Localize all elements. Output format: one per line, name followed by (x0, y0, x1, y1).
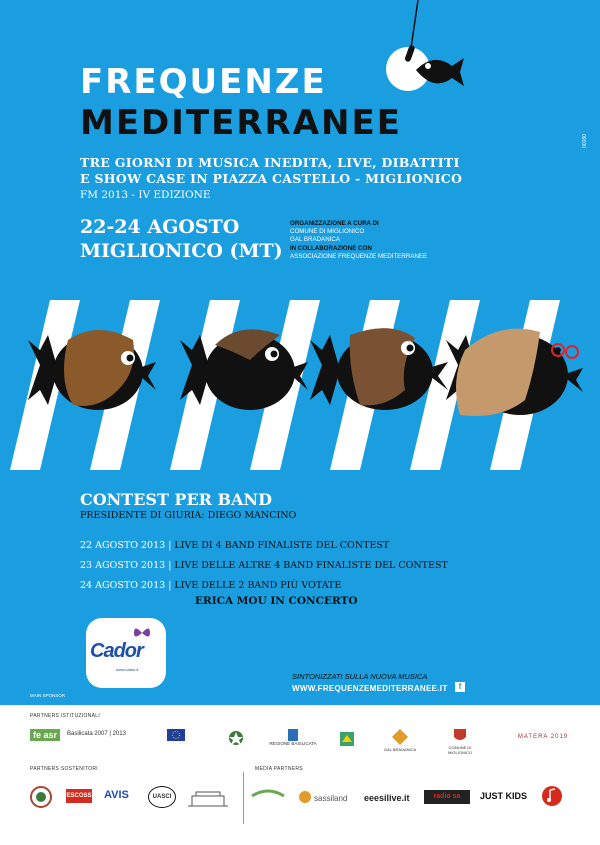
escoss-logo: ESCOSS (66, 789, 92, 803)
eeesilive-logo: eeesilive.it (364, 793, 410, 803)
eu-flag-icon (167, 729, 185, 741)
erica-mou-concert: ERICA MOU IN CONCERTO (195, 595, 358, 607)
regione-basilicata-name: REGIONE BASILICATA (269, 741, 317, 746)
organization-block (290, 220, 427, 261)
contest-subtitle: PRESIDENTE DI GIURIA: DIEGO MANCINO (80, 510, 297, 521)
schedule-row: 22 AGOSTO 2013 | LIVE DI 4 BAND FINALISTE DEL CONTEST (80, 540, 390, 551)
schedule-event: LIVE DELLE 2 BAND PIÙ VOTATE (174, 580, 342, 591)
building-sketch-icon (186, 788, 230, 808)
radio-sa-logo: radio sa (424, 790, 470, 804)
matera-2019-name: MATERA 2019 (517, 734, 569, 740)
title-line-2: MEDITERRANEE (80, 103, 402, 143)
schedule-date: 24 AGOSTO 2013 (80, 580, 166, 591)
institutional-partners-label: PARTNERS ISTITUZIONALI (30, 713, 101, 719)
fish-3-illustration (310, 320, 450, 420)
avis-logo: AVIS (104, 789, 129, 801)
event-place: MIGLIONICO (MT) (80, 240, 283, 262)
leader-logo-icon (340, 732, 354, 746)
edition-label: FM 2013 - IV EDIZIONE (80, 189, 211, 201)
cador-name: Cador (90, 640, 143, 662)
event-date-range: 22-24 AGOSTO (80, 216, 240, 238)
org-1: COMUNE DI MIGLIONICO (290, 228, 365, 236)
comune-miglionico-name: COMUNE DI MIGLIONICO (447, 745, 472, 755)
subtitle-line-1: TRE GIORNI DI MUSICA INEDITA, LIVE, DIBATTITI (80, 155, 460, 170)
supporting-partners-label: PARTNERS SOSTENITORI (30, 766, 98, 772)
fish-4-illustration (440, 320, 585, 425)
fish-1-illustration (28, 320, 158, 420)
italian-emblem-icon (228, 728, 244, 748)
gal-bradanica-name: GAL BRADANICA (383, 747, 417, 752)
comune-miglionico-logo (440, 729, 480, 755)
equal-logo-icon (250, 786, 286, 804)
sassiland-icon (298, 790, 312, 804)
contest-title: CONTEST PER BAND (80, 490, 272, 509)
sassiland-logo: sassiland (314, 794, 348, 803)
website-link[interactable]: WWW.FREQUENZEMEDITERRANEE.IT (292, 684, 448, 693)
matera-2019-logo (508, 725, 578, 740)
badge-logo-icon (30, 786, 52, 808)
microphone-fish-emblem (378, 0, 468, 105)
org-label: ORGANIZZAZIONE A CURA DI (290, 220, 379, 227)
media-partners-label: MEDIA PARTNERS (255, 766, 303, 772)
facebook-icon[interactable]: f (455, 682, 465, 692)
regione-basilicata-logo (268, 729, 318, 746)
uasci-logo: UASCI (148, 786, 176, 808)
fesr-logo (30, 729, 132, 749)
schedule-row: 24 AGOSTO 2013 | LIVE DELLE 2 BAND PIÙ VOTATE (80, 580, 342, 591)
fish-2-illustration (180, 320, 310, 420)
music-note-logo-icon (541, 784, 563, 808)
fesr-mark: fe asr (30, 729, 60, 741)
partners-divider (243, 772, 244, 824)
tagline: SINTONIZZATI SULLA NUOVA MUSICA (292, 672, 428, 681)
gal-bradanica-logo (380, 729, 420, 752)
collab-org: ASSOCIAZIONE FREQUENZE MEDITERRANEE (290, 252, 428, 260)
fesr-period: Basilicata 2007 | 2013 (67, 731, 126, 737)
side-code: 00180 (582, 134, 589, 148)
schedule-date: 23 AGOSTO 2013 (80, 560, 166, 571)
schedule-row: 23 AGOSTO 2013 | LIVE DELLE ALTRE 4 BAND FINALISTE DEL CONTEST (80, 560, 448, 571)
cador-sponsor-logo[interactable] (86, 618, 166, 688)
schedule-event: LIVE DELLE ALTRE 4 BAND FINALISTE DEL CONTEST (174, 560, 448, 571)
subtitle-line-2: E SHOW CASE IN PIAZZA CASTELLO - MIGLIONICO (80, 171, 463, 186)
title-line-1: FREQUENZE (80, 62, 327, 102)
cador-url: www.cador.it (116, 667, 139, 672)
contest-block (80, 490, 296, 521)
schedule-date: 22 AGOSTO 2013 (80, 540, 166, 551)
org-2: GAL BRADANICA (290, 236, 340, 244)
collab-label: IN COLLABORAZIONE CON (290, 244, 372, 252)
schedule-event: LIVE DI 4 BAND FINALISTE DEL CONTEST (174, 540, 390, 551)
event-dates (80, 215, 283, 263)
just-kids-logo: JUST KIDS (480, 791, 528, 801)
main-sponsor-label: MAIN SPONSOR (30, 693, 66, 698)
